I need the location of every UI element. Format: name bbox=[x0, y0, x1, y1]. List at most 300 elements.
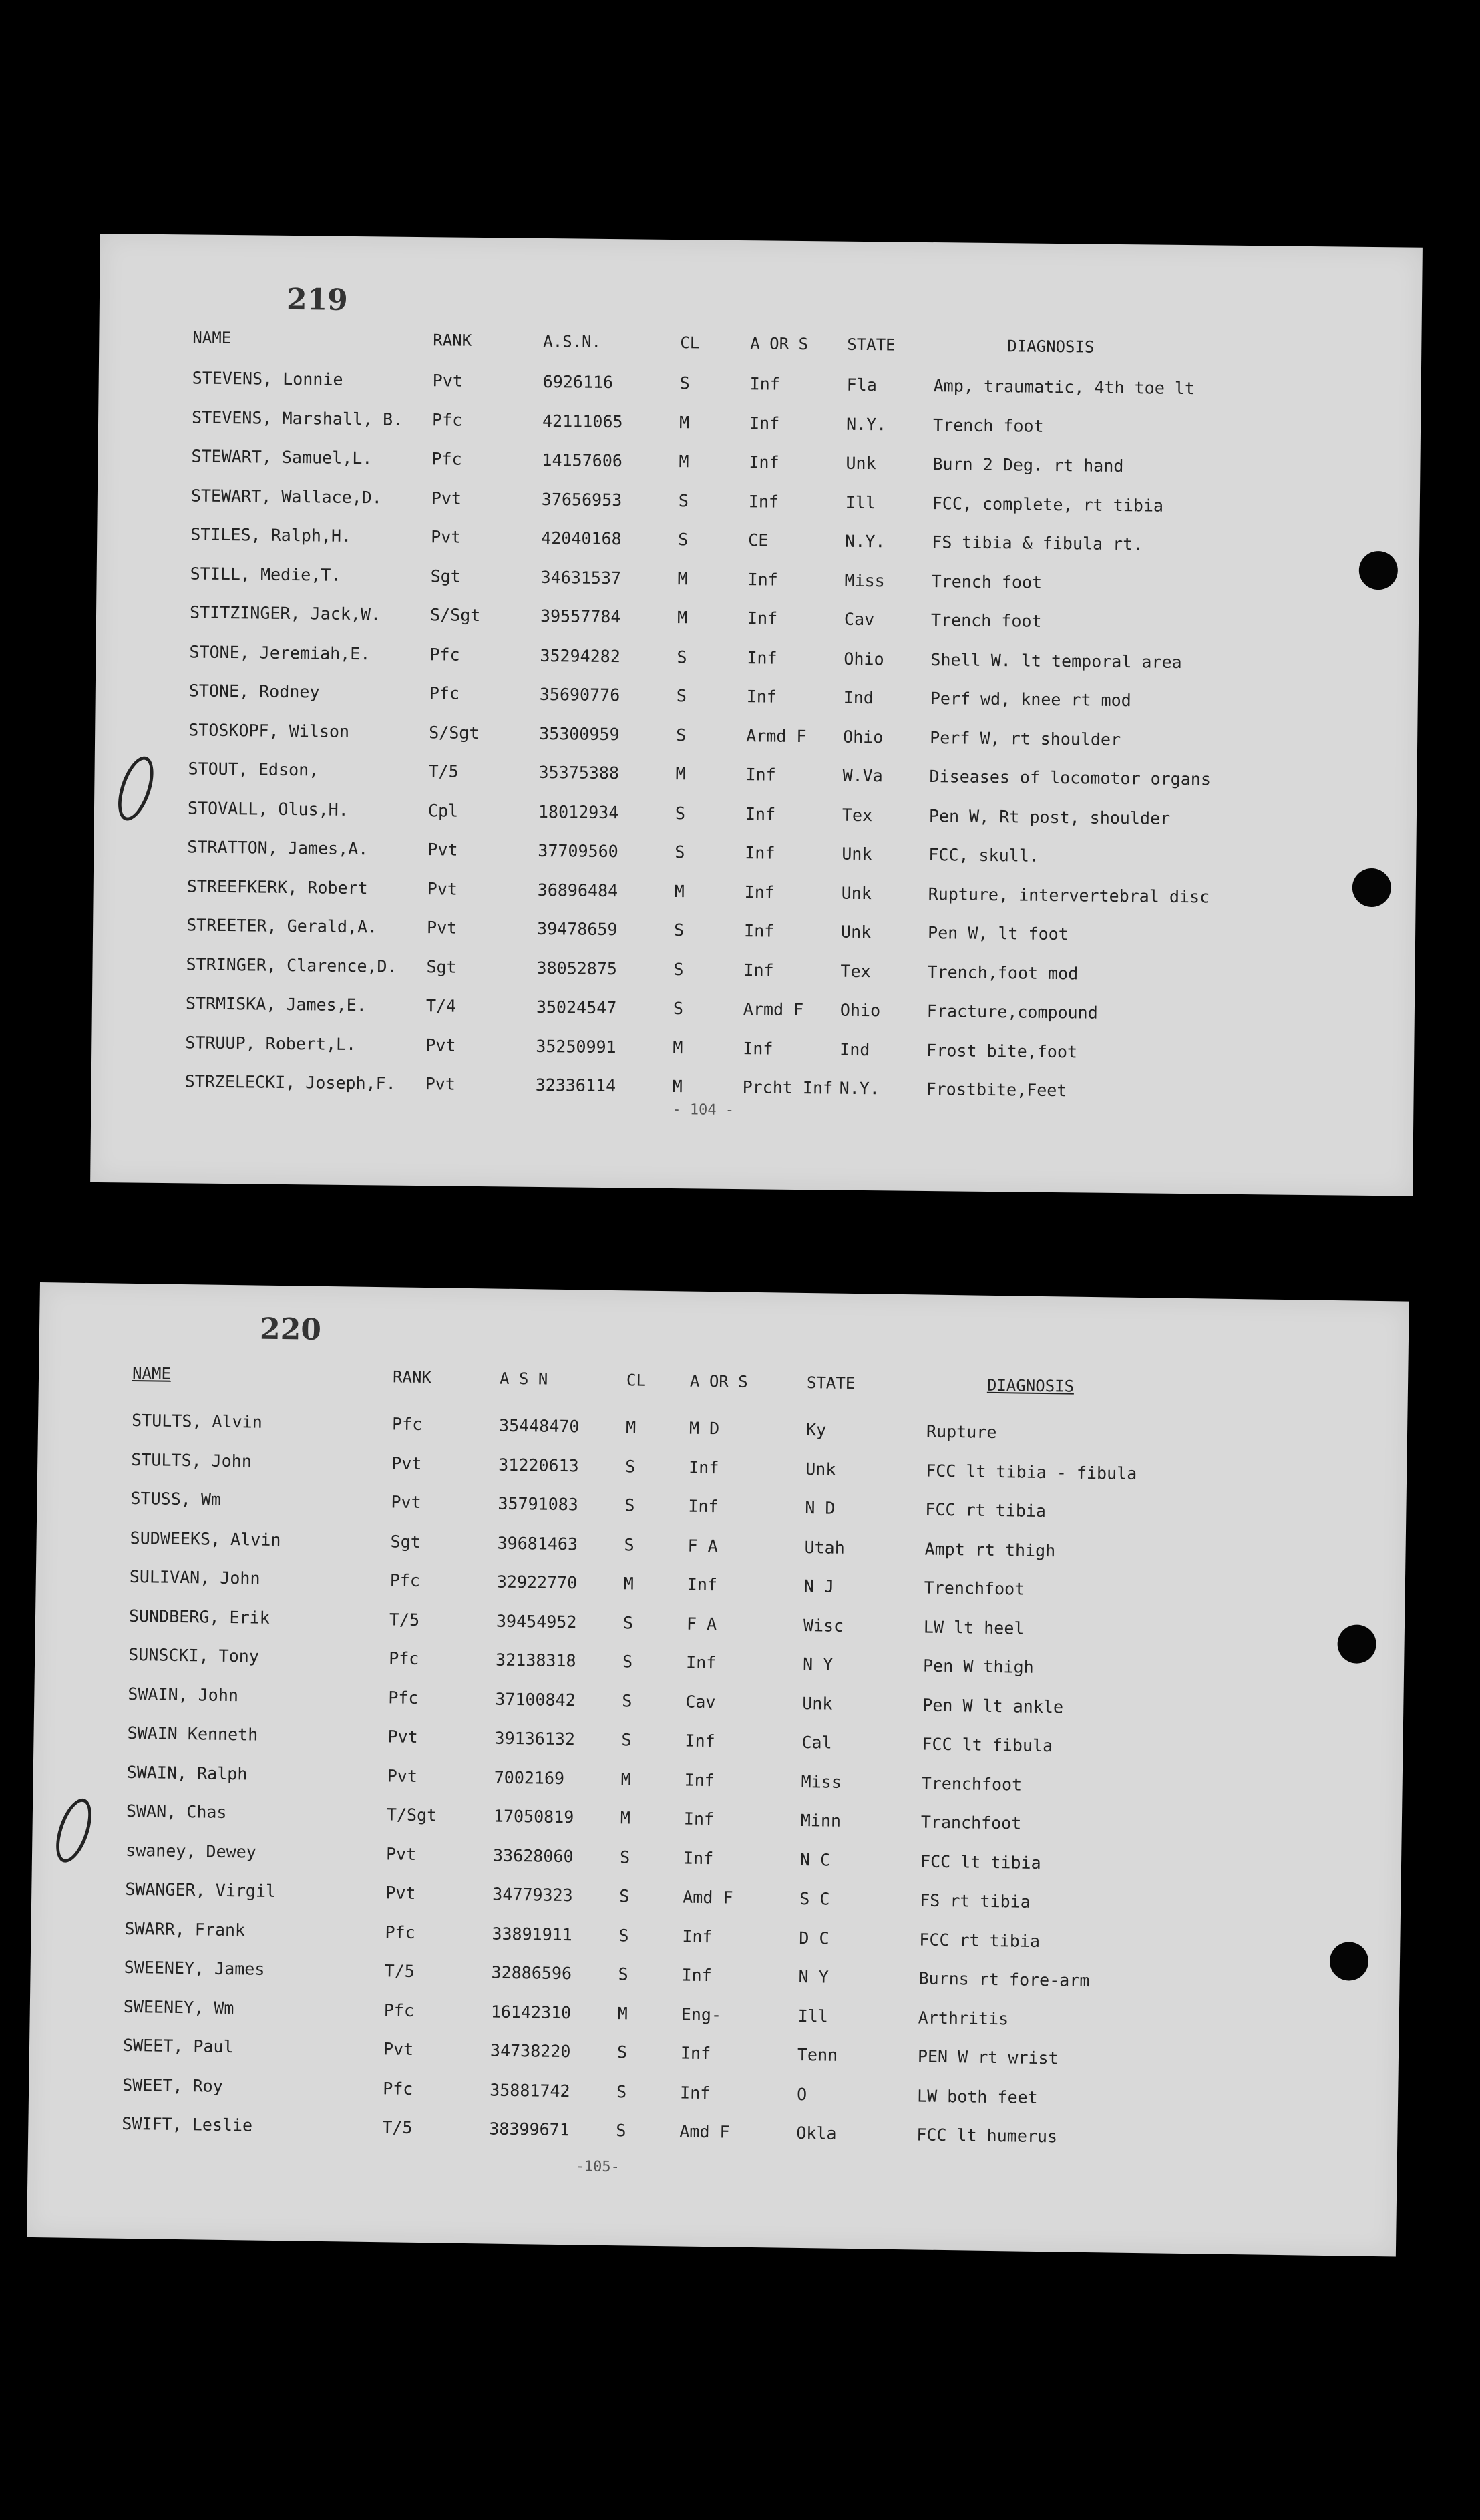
cell-a-or-s: F A bbox=[687, 1536, 718, 1556]
cell-asn: 31220613 bbox=[498, 1455, 579, 1475]
cell-rank: Pvt bbox=[391, 1492, 421, 1512]
cell-a-or-s: Eng- bbox=[681, 2004, 722, 2024]
cell-state: Ohio bbox=[843, 727, 884, 747]
cell-name: STUSS, Wm bbox=[130, 1488, 222, 1509]
cell-rank: Pfc bbox=[391, 1414, 423, 1435]
cell-name: STRUUP, Robert,L. bbox=[185, 1032, 357, 1054]
table-row bbox=[94, 875, 1416, 916]
cell-a-or-s: Inf bbox=[747, 647, 777, 668]
table-row bbox=[35, 1604, 1405, 1650]
page-footer: - 104 - bbox=[672, 1101, 735, 1119]
cell-cl: S bbox=[673, 999, 684, 1019]
cell-rank: S/Sgt bbox=[429, 605, 481, 625]
header-rank: RANK bbox=[392, 1367, 432, 1387]
cell-diagnosis: Burns rt fore-arm bbox=[918, 1968, 1090, 1991]
cell-asn: 33891911 bbox=[492, 1924, 573, 1944]
record-page-219 bbox=[90, 234, 1423, 1196]
cell-diagnosis: Trench foot bbox=[931, 571, 1043, 592]
cell-cl: S bbox=[618, 1964, 628, 1984]
cell-state: Okla bbox=[796, 2123, 837, 2143]
table-row bbox=[96, 641, 1418, 681]
cell-a-or-s: Prcht Inf bbox=[742, 1077, 834, 1098]
cell-a-or-s: Inf bbox=[743, 960, 774, 980]
cell-asn: 35250991 bbox=[536, 1036, 616, 1057]
cell-name: SWANGER, Virgil bbox=[125, 1879, 276, 1902]
cell-diagnosis: FCC, skull. bbox=[928, 845, 1040, 866]
cell-asn: 33628060 bbox=[492, 1845, 574, 1866]
table-row bbox=[98, 367, 1421, 408]
cell-diagnosis: Shell W. lt temporal area bbox=[930, 649, 1182, 672]
cell-asn: 35300959 bbox=[539, 723, 620, 744]
cell-asn: 32138318 bbox=[495, 1650, 576, 1671]
cell-name: STRMISKA, James,E. bbox=[185, 993, 367, 1015]
cell-cl: S bbox=[618, 1925, 629, 1945]
table-row bbox=[36, 1526, 1405, 1572]
cell-rank: T/5 bbox=[382, 2117, 413, 2137]
cell-diagnosis: Rupture bbox=[926, 1421, 997, 1443]
cell-a-or-s: Inf bbox=[679, 2082, 711, 2103]
cell-rank: Pvt bbox=[426, 918, 457, 938]
table-row bbox=[32, 1839, 1401, 1885]
cell-rank: Sgt bbox=[426, 956, 457, 977]
cell-cl: S bbox=[619, 1886, 630, 1906]
cell-cl: S bbox=[616, 2121, 626, 2141]
cell-name: SWEET, Paul bbox=[122, 2035, 234, 2057]
cell-asn: 38052875 bbox=[536, 958, 618, 978]
cell-cl: M bbox=[674, 881, 685, 901]
cell-rank: Pvt bbox=[427, 840, 458, 860]
cell-a-or-s: Inf bbox=[689, 1457, 719, 1477]
cell-asn: 36896484 bbox=[537, 880, 618, 900]
cell-state: N C bbox=[799, 1849, 831, 1870]
cell-rank: Pvt bbox=[387, 1727, 418, 1747]
cell-name: SWAIN Kenneth bbox=[127, 1723, 258, 1745]
cell-state: Ill bbox=[845, 492, 876, 512]
cell-a-or-s: Inf bbox=[685, 1731, 715, 1751]
cell-diagnosis: Diseases of locomotor organs bbox=[929, 767, 1212, 789]
cell-asn: 34779323 bbox=[492, 1884, 573, 1906]
table-row bbox=[95, 719, 1417, 759]
cell-a-or-s: Armd F bbox=[743, 999, 804, 1020]
cell-a-or-s: Inf bbox=[747, 569, 778, 590]
cell-name: STEWART, Wallace,D. bbox=[190, 485, 383, 507]
cell-name: SUNDBERG, Erik bbox=[128, 1606, 270, 1628]
cell-state: Ind bbox=[840, 1039, 870, 1059]
cell-diagnosis: Amp, traumatic, 4th toe lt bbox=[933, 376, 1195, 399]
cell-asn: 34738220 bbox=[490, 2040, 571, 2062]
cell-asn: 35791083 bbox=[498, 1493, 579, 1515]
cell-name: SWIFT, Leslie bbox=[122, 2113, 253, 2135]
cell-state: N J bbox=[803, 1576, 835, 1596]
cell-asn: 42040168 bbox=[541, 528, 622, 549]
cell-asn: 39557784 bbox=[540, 606, 621, 627]
cell-diagnosis: Pen W, lt foot bbox=[927, 923, 1069, 944]
header-state: STATE bbox=[806, 1373, 856, 1393]
cell-name: STOUT, Edson, bbox=[188, 759, 319, 780]
cell-state: N Y bbox=[802, 1654, 834, 1674]
cell-asn: 39681463 bbox=[497, 1533, 578, 1554]
cell-name: STREEFKERK, Robert bbox=[186, 876, 368, 898]
cell-state: Unk bbox=[842, 844, 872, 864]
cell-diagnosis: FS tibia & fibula rt. bbox=[932, 532, 1143, 554]
cell-state: Miss bbox=[844, 570, 885, 590]
header-state: STATE bbox=[847, 335, 896, 355]
cell-rank: Pfc bbox=[383, 2078, 413, 2099]
cell-asn: 35375388 bbox=[538, 762, 620, 783]
table-row bbox=[36, 1566, 1405, 1612]
cell-state: D C bbox=[799, 1928, 829, 1948]
cell-a-or-s: Inf bbox=[685, 1652, 717, 1673]
cell-cl: M bbox=[620, 1808, 631, 1828]
table-row bbox=[98, 445, 1420, 486]
cell-rank: Pvt bbox=[431, 527, 461, 547]
cell-a-or-s: Inf bbox=[749, 452, 779, 472]
cell-cl: M bbox=[675, 764, 686, 784]
cell-cl: M bbox=[672, 1077, 683, 1097]
cell-asn: 32336114 bbox=[535, 1075, 616, 1096]
column-headers bbox=[99, 327, 1421, 368]
cell-diagnosis: Perf wd, knee rt mod bbox=[930, 689, 1131, 711]
cell-a-or-s: Inf bbox=[681, 1965, 712, 1986]
table-row bbox=[96, 680, 1418, 721]
cell-name: SWAN, Chas bbox=[126, 1801, 227, 1822]
cell-a-or-s: M D bbox=[689, 1418, 720, 1439]
cell-a-or-s: Inf bbox=[680, 2043, 711, 2064]
cell-cl: S bbox=[678, 530, 689, 550]
cell-cl: S bbox=[677, 647, 687, 667]
cell-diagnosis: FS rt tibia bbox=[920, 1890, 1031, 1912]
header-cl: CL bbox=[680, 333, 700, 353]
header-a-or-s: A OR S bbox=[689, 1371, 748, 1391]
cell-cl: M bbox=[620, 1769, 631, 1789]
cell-cl: M bbox=[673, 1037, 683, 1057]
cell-diagnosis: FCC lt fibula bbox=[922, 1734, 1053, 1756]
header-cl: CL bbox=[626, 1371, 646, 1390]
cell-diagnosis: LW lt heel bbox=[923, 1617, 1025, 1638]
cell-a-or-s: Inf bbox=[743, 921, 775, 941]
cell-a-or-s: Armd F bbox=[746, 725, 807, 746]
cell-state: Ohio bbox=[840, 1000, 881, 1021]
cell-cl: S bbox=[625, 1456, 636, 1476]
table-row bbox=[96, 562, 1419, 603]
cell-diagnosis: FCC lt humerus bbox=[916, 2125, 1058, 2147]
cell-diagnosis: Arthritis bbox=[918, 2007, 1009, 2028]
cell-state: S C bbox=[799, 1888, 830, 1909]
cell-state: Ill bbox=[797, 2006, 829, 2026]
cell-cl: S bbox=[624, 1495, 635, 1515]
header-asn: A S N bbox=[499, 1369, 548, 1389]
cell-asn: 14157606 bbox=[542, 449, 623, 471]
cell-state: N D bbox=[805, 1498, 836, 1518]
table-row bbox=[34, 1682, 1403, 1729]
cell-asn: 35690776 bbox=[539, 684, 620, 705]
cell-state: Minn bbox=[800, 1810, 842, 1831]
cell-state: Fla bbox=[846, 375, 877, 395]
cell-cl: S bbox=[673, 959, 684, 979]
cell-state: Ohio bbox=[844, 649, 884, 669]
cell-cl: S bbox=[619, 1847, 630, 1867]
cell-diagnosis: PEN W rt wrist bbox=[917, 2046, 1059, 2068]
table-row bbox=[33, 1722, 1403, 1768]
cell-diagnosis: Trench,foot mod bbox=[927, 962, 1079, 983]
header-a-or-s: A OR S bbox=[750, 334, 809, 354]
table-row bbox=[35, 1644, 1404, 1690]
cell-name: SWAIN, Ralph bbox=[126, 1762, 248, 1783]
table-row bbox=[29, 2073, 1398, 2119]
cell-rank: Pfc bbox=[385, 1922, 415, 1942]
cell-name: SWEENEY, Wm bbox=[123, 1996, 234, 2018]
cell-cl: S bbox=[624, 1534, 634, 1554]
page-number: 219 bbox=[286, 282, 349, 317]
cell-name: STILL, Medie,T. bbox=[190, 563, 341, 585]
cell-diagnosis: Trenchfoot bbox=[921, 1773, 1023, 1795]
table-row bbox=[31, 1917, 1400, 1963]
cell-a-or-s: Inf bbox=[684, 1770, 715, 1790]
cell-cl: S bbox=[616, 2081, 627, 2101]
cell-cl: M bbox=[617, 2003, 628, 2023]
cell-asn: 16142310 bbox=[490, 2002, 572, 2022]
header-name: NAME bbox=[132, 1363, 172, 1383]
cell-asn: 39454952 bbox=[496, 1611, 577, 1632]
table-row bbox=[38, 1409, 1407, 1455]
cell-cl: M bbox=[679, 452, 689, 472]
table-row bbox=[97, 524, 1419, 564]
cell-asn: 39478659 bbox=[536, 918, 618, 940]
cell-name: STONE, Rodney bbox=[188, 681, 320, 702]
cell-diagnosis: FCC lt tibia bbox=[920, 1851, 1041, 1873]
cell-state: Unk bbox=[841, 883, 872, 903]
cell-diagnosis: LW both feet bbox=[916, 2085, 1038, 2107]
cell-a-or-s: Cav bbox=[685, 1692, 716, 1712]
cell-name: SWAIN, John bbox=[128, 1684, 239, 1705]
cell-state: N.Y. bbox=[846, 414, 887, 434]
cell-state: Cal bbox=[801, 1732, 832, 1753]
cell-state: Wisc bbox=[803, 1615, 844, 1636]
cell-diagnosis: FCC, complete, rt tibia bbox=[932, 493, 1164, 516]
table-row bbox=[92, 993, 1415, 1033]
cell-state: W.Va bbox=[842, 765, 883, 786]
cell-asn: 17050819 bbox=[493, 1806, 574, 1827]
binder-hole bbox=[1359, 551, 1399, 590]
cell-name: SWEENEY, James bbox=[124, 1957, 265, 1979]
cell-asn: 37709560 bbox=[538, 840, 618, 862]
cell-name: STULTS, John bbox=[131, 1449, 252, 1471]
cell-rank: Pvt bbox=[431, 488, 462, 508]
cell-rank: Sgt bbox=[430, 566, 461, 586]
cell-state: Unk bbox=[802, 1693, 833, 1714]
cell-asn: 7002169 bbox=[494, 1767, 565, 1788]
table-row bbox=[94, 836, 1416, 877]
cell-cl: S bbox=[673, 920, 685, 940]
cell-name: STULTS, Alvin bbox=[131, 1410, 262, 1432]
table-row bbox=[91, 1031, 1414, 1072]
cell-a-or-s: Inf bbox=[749, 413, 780, 433]
cell-rank: Pvt bbox=[385, 1843, 417, 1864]
cell-name: STEWART, Samuel,L. bbox=[191, 446, 373, 468]
cell-a-or-s: Inf bbox=[745, 765, 776, 785]
cell-state: Unk bbox=[840, 922, 872, 942]
cell-diagnosis: FCC lt tibia - fibula bbox=[925, 1461, 1137, 1483]
header-rank: RANK bbox=[433, 331, 472, 350]
cell-name: SWEET, Roy bbox=[122, 2075, 223, 2096]
cell-rank: Pvt bbox=[383, 2039, 414, 2059]
header-diagnosis: DIAGNOSIS bbox=[986, 1375, 1075, 1396]
cell-rank: T/4 bbox=[425, 996, 457, 1016]
cell-name: STREETER, Gerald,A. bbox=[186, 915, 378, 937]
cell-rank: Pfc bbox=[388, 1687, 419, 1708]
cell-rank: Pvt bbox=[387, 1765, 418, 1786]
cell-rank: Pfc bbox=[383, 2000, 415, 2020]
cell-name: SUDWEEKS, Alvin bbox=[130, 1527, 281, 1550]
cell-state: Ind bbox=[843, 687, 874, 708]
cell-name: STILES, Ralph,H. bbox=[190, 524, 352, 546]
cell-rank: S/Sgt bbox=[429, 722, 480, 743]
cell-a-or-s: Inf bbox=[687, 1574, 718, 1595]
table-row bbox=[30, 1956, 1399, 2002]
cell-diagnosis: Perf W, rt shoulder bbox=[930, 727, 1121, 749]
cell-state: Ky bbox=[805, 1420, 827, 1440]
cell-rank: Pvt bbox=[432, 371, 464, 391]
cell-a-or-s: Amd F bbox=[679, 2121, 730, 2142]
cell-name: SULIVAN, John bbox=[129, 1566, 260, 1588]
cell-asn: 32922770 bbox=[496, 1572, 578, 1593]
cell-rank: Pfc bbox=[389, 1570, 421, 1590]
table-row bbox=[96, 602, 1419, 643]
cell-diagnosis: FCC rt tibia bbox=[925, 1499, 1047, 1521]
cell-a-or-s: Inf bbox=[744, 882, 775, 902]
table-row bbox=[98, 406, 1421, 447]
cell-state: Miss bbox=[801, 1771, 842, 1792]
cell-diagnosis: Pen W, Rt post, shoulder bbox=[928, 805, 1171, 828]
cell-asn: 32886596 bbox=[491, 1962, 572, 1984]
cell-asn: 18012934 bbox=[538, 801, 619, 822]
cell-cl: S bbox=[678, 490, 689, 510]
table-row bbox=[37, 1487, 1406, 1534]
cell-a-or-s: Inf bbox=[683, 1848, 714, 1868]
cell-state: N Y bbox=[798, 1966, 829, 1987]
cell-cl: S bbox=[676, 725, 687, 745]
cell-cl: S bbox=[621, 1730, 632, 1750]
cell-rank: Pvt bbox=[425, 1035, 456, 1055]
cell-asn: 37656953 bbox=[541, 489, 622, 510]
table-row bbox=[94, 758, 1417, 799]
cell-state: Unk bbox=[805, 1459, 836, 1479]
table-row bbox=[33, 1800, 1402, 1846]
cell-a-or-s: Inf bbox=[745, 843, 775, 863]
table-row bbox=[37, 1448, 1407, 1494]
cell-asn: 6926116 bbox=[542, 371, 614, 393]
cell-cl: S bbox=[622, 1690, 632, 1711]
cell-cl: M bbox=[623, 1574, 634, 1594]
cell-name: STRZELECKI, Joseph,F. bbox=[184, 1071, 396, 1093]
table-row bbox=[29, 2034, 1399, 2081]
table-row bbox=[28, 2113, 1397, 2159]
record-page-220 bbox=[27, 1282, 1409, 2256]
cell-rank: Pvt bbox=[391, 1453, 422, 1473]
cell-rank: Cpl bbox=[427, 800, 459, 821]
cell-rank: T/5 bbox=[389, 1609, 420, 1630]
cell-name: STOSKOPF, Wilson bbox=[188, 719, 350, 741]
table-row bbox=[33, 1761, 1402, 1807]
table-row bbox=[31, 1878, 1401, 1924]
cell-asn: 35024547 bbox=[536, 997, 617, 1018]
cell-a-or-s: Inf bbox=[747, 608, 778, 628]
cell-state: N.Y. bbox=[845, 531, 886, 552]
cell-a-or-s: Inf bbox=[745, 803, 776, 824]
header-name: NAME bbox=[192, 328, 232, 348]
header-asn: A.S.N. bbox=[543, 331, 602, 351]
cell-diagnosis: Burn 2 Deg. rt hand bbox=[932, 454, 1124, 476]
header-diagnosis: DIAGNOSIS bbox=[1007, 337, 1095, 357]
cell-name: swaney, Dewey bbox=[125, 1840, 257, 1862]
table-row bbox=[30, 1995, 1399, 2041]
cell-cl: S bbox=[622, 1652, 633, 1672]
cell-rank: Sgt bbox=[390, 1531, 421, 1552]
page-number: 220 bbox=[259, 1312, 322, 1347]
cell-a-or-s: F A bbox=[686, 1614, 717, 1634]
cell-diagnosis: Fracture,compound bbox=[926, 1001, 1098, 1023]
cell-rank: Pfc bbox=[431, 409, 463, 430]
cell-diagnosis: Pen W lt ankle bbox=[922, 1695, 1064, 1717]
cell-diagnosis: FCC rt tibia bbox=[919, 1929, 1041, 1951]
cell-state: Utah bbox=[804, 1537, 845, 1558]
cell-rank: T/5 bbox=[384, 1961, 415, 1981]
cell-a-or-s: Inf bbox=[682, 1926, 713, 1946]
cell-rank: Pfc bbox=[429, 683, 460, 703]
cell-diagnosis: Frost bite,foot bbox=[926, 1040, 1078, 1061]
cell-diagnosis: Trench foot bbox=[932, 415, 1044, 436]
cell-diagnosis: Ampt rt thigh bbox=[924, 1539, 1056, 1560]
cell-diagnosis: Trench foot bbox=[930, 610, 1042, 631]
binder-hole bbox=[1337, 1624, 1376, 1664]
cell-name: STITZINGER, Jack,W. bbox=[189, 602, 381, 624]
cell-asn: 34631537 bbox=[540, 567, 622, 588]
binder-hole bbox=[1352, 868, 1392, 908]
cell-cl: S bbox=[679, 373, 690, 393]
cell-diagnosis: Rupture, intervertebral disc bbox=[928, 884, 1210, 906]
table-row bbox=[91, 1071, 1413, 1111]
cell-a-or-s: Amd F bbox=[683, 1887, 733, 1908]
cell-state: O bbox=[796, 2084, 807, 2104]
cell-cl: S bbox=[675, 842, 685, 862]
cell-name: STEVENS, Marshall, B. bbox=[191, 407, 403, 429]
cell-cl: M bbox=[679, 412, 690, 432]
cell-a-or-s: Inf bbox=[688, 1496, 719, 1517]
cell-a-or-s: Inf bbox=[746, 687, 777, 707]
cell-rank: Pfc bbox=[431, 449, 462, 469]
cell-diagnosis: Trenchfoot bbox=[924, 1578, 1025, 1599]
cell-cl: S bbox=[622, 1612, 634, 1632]
cell-asn: 42111065 bbox=[542, 411, 623, 431]
cell-asn: 37100842 bbox=[495, 1689, 576, 1710]
cell-a-or-s: Inf bbox=[683, 1809, 715, 1829]
cell-rank: T/5 bbox=[428, 761, 459, 781]
cell-rank: Pvt bbox=[425, 1074, 456, 1094]
cell-name: STRATTON, James,A. bbox=[187, 837, 369, 859]
cell-name: SWARR, Frank bbox=[124, 1918, 246, 1940]
cell-asn: 38399671 bbox=[489, 2119, 570, 2140]
cell-cl: S bbox=[676, 686, 687, 706]
cell-name: STOVALL, Olus,H. bbox=[187, 797, 349, 820]
cell-diagnosis: Tranchfoot bbox=[920, 1812, 1022, 1833]
cell-state: Unk bbox=[846, 453, 876, 474]
table-row bbox=[92, 953, 1415, 994]
cell-rank: Pfc bbox=[429, 644, 460, 665]
cell-state: Tex bbox=[842, 805, 873, 825]
cell-asn: 35881742 bbox=[489, 2080, 570, 2101]
cell-rank: Pvt bbox=[427, 878, 458, 899]
cell-asn: 35448470 bbox=[498, 1415, 580, 1437]
